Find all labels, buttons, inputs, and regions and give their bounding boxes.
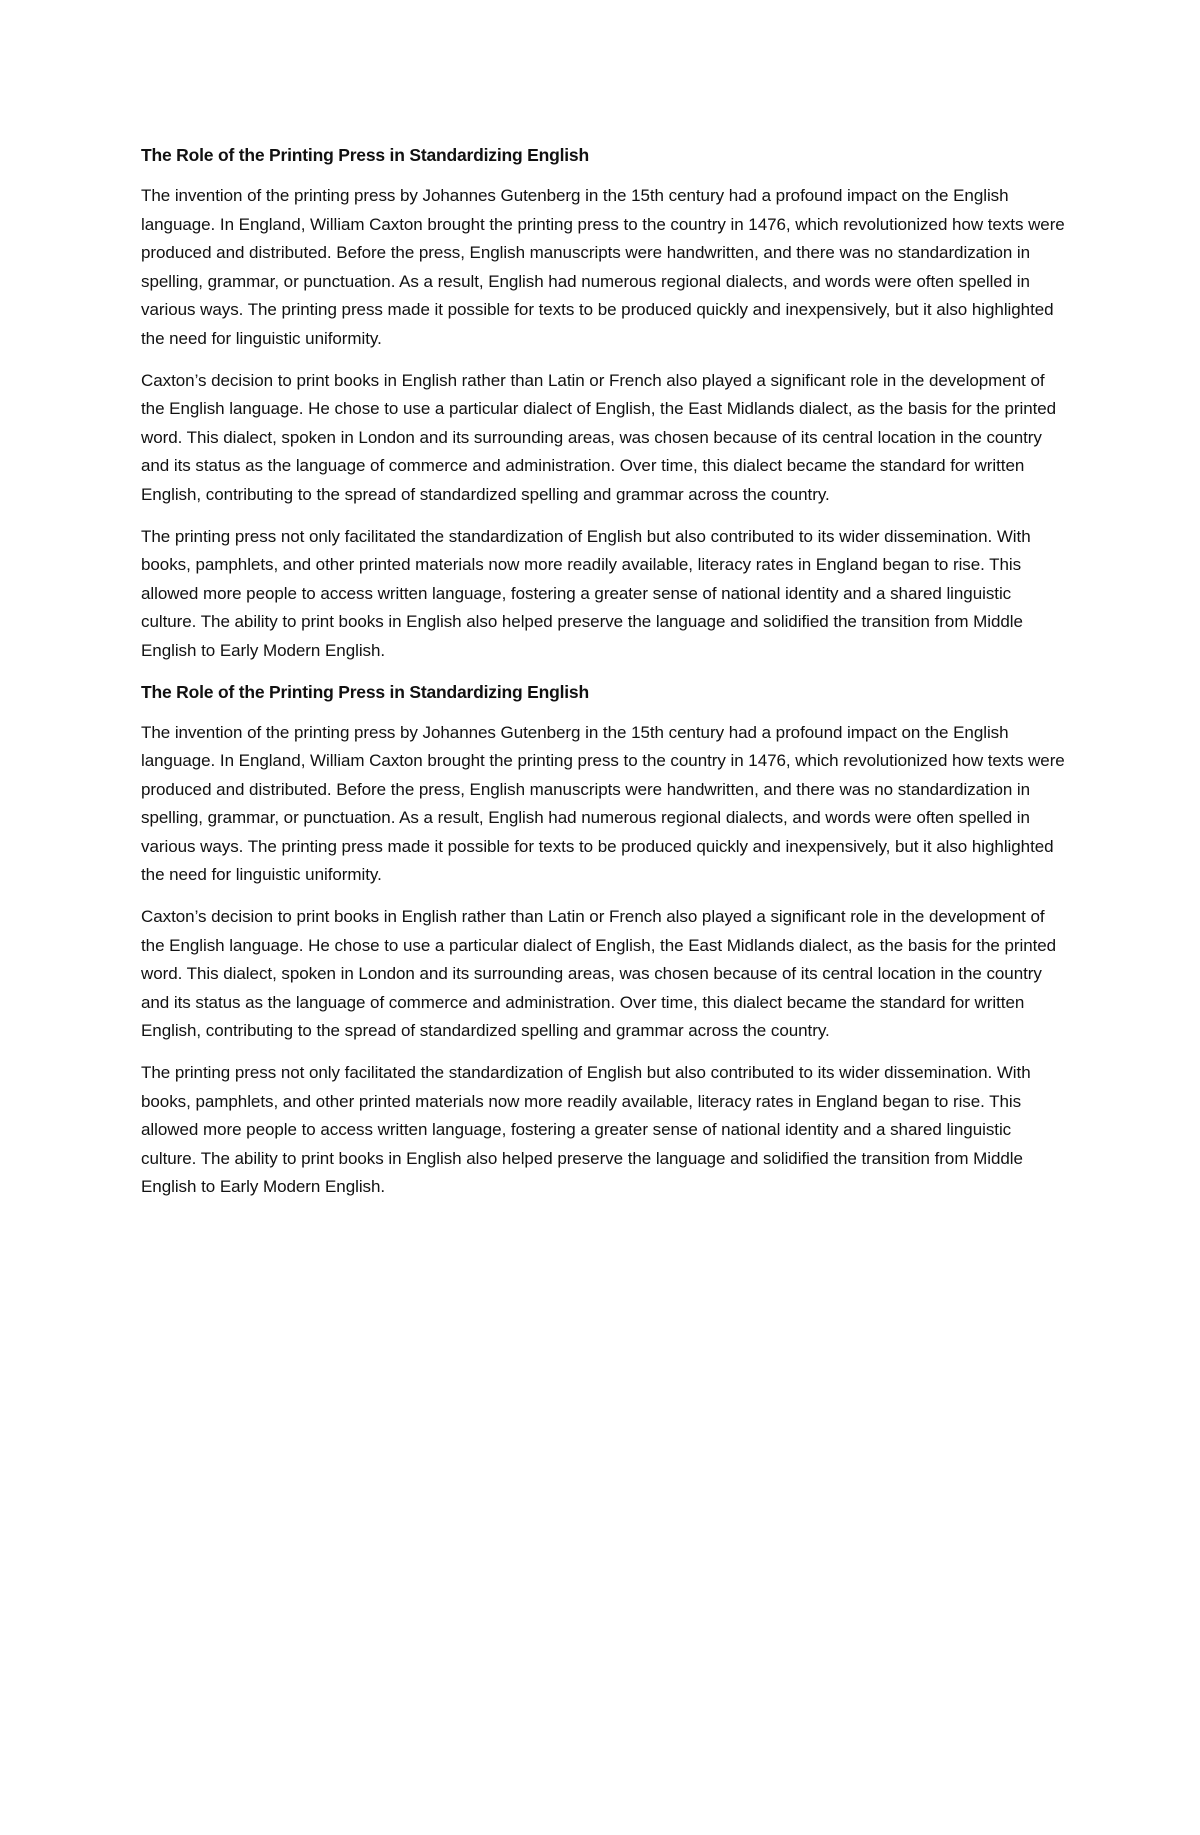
paragraph: The printing press not only facilitated the standardization of English but also contributed to its wider dissemination. With books, pamphlets, and other printed materials now more readily available, literacy rates in England began to rise. This allowed more people to access written language, fostering a greater sense of national identity and a shared linguistic culture. The ability to print books in English also helped preserve the language and solidified the transition from Middle English to Early Modern English. — [141, 1063, 1031, 1197]
document-section — [141, 143, 1071, 666]
section-title: The Role of the Printing Press in Standardizing English — [141, 145, 589, 165]
paragraph: The invention of the printing press by Johannes Gutenberg in the 15th century had a profound impact on the English language. In England, William Caxton brought the printing press to the country in 1476, which revolutionized how texts were produced and distributed. Before the press, English manuscripts were handwritten, and there was no standardization in spelling, grammar, or punctuation. As a result, English had numerous regional dialects, and words were often spelled in various ways. The printing press made it possible for texts to be produced quickly and inexpensively, but it also highlighted the need for linguistic uniformity. — [141, 722, 1065, 885]
section-title: The Role of the Printing Press in Standardizing English — [141, 681, 589, 702]
paragraph: Caxton’s decision to print books in English rather than Latin or French also played a significant role in the development of the English language. He chose to use a particular dialect of English, the East Midlands dialect, as the basis for the printed word. This dialect, spoken in London and its surrounding areas, was chosen because of its central location in the country and its status as the language of commerce and administration. Over time, this dialect became the standard for written English, contributing to the spread of standardized spelling and grammar across the country. — [141, 370, 1057, 504]
paragraph: Caxton’s decision to print books in English rather than Latin or French also played a significant role in the development of the English language. He chose to use a particular dialect of English, the East Midlands dialect, as the basis for the printed word. This dialect, spoken in London and its surrounding areas, was chosen because of its central location in the country and its status as the language of commerce and administration. Over time, this dialect became the standard for written English, contributing to the spread of standardized spelling and grammar across the country. — [141, 907, 1057, 1041]
document-section — [141, 680, 1071, 1203]
paragraph: The invention of the printing press by Johannes Gutenberg in the 15th century had a profound impact on the English language. In England, William Caxton brought the printing press to the country in 1476, which revolutionized how texts were produced and distributed. Before the press, English manuscripts were handwritten, and there was no standardization in spelling, grammar, or punctuation. As a result, English had numerous regional dialects, and words were often spelled in various ways. The printing press made it possible for texts to be produced quickly and inexpensively, but it also highlighted the need for linguistic uniformity. — [141, 186, 1065, 348]
paragraph: The printing press not only facilitated the standardization of English but also contributed to its wider dissemination. With books, pamphlets, and other printed materials now more readily available, literacy rates in England began to rise. This allowed more people to access written language, fostering a greater sense of national identity and a shared linguistic culture. The ability to print books in English also helped preserve the language and solidified the transition from Middle English to Early Modern English. — [141, 526, 1031, 660]
document-body — [141, 143, 1071, 1215]
